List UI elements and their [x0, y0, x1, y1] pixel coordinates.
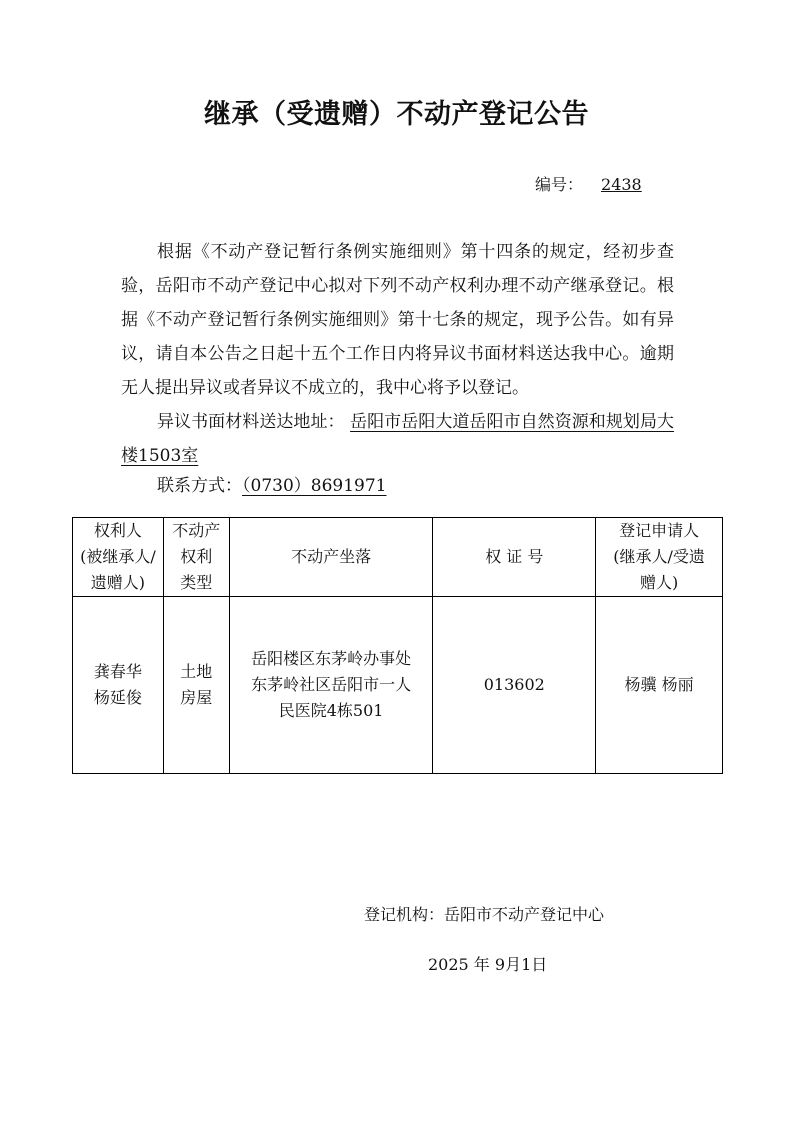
contact-label: 联系方式： — [157, 476, 242, 496]
page-title: 继承（受遗赠）不动产登记公告 — [204, 99, 589, 130]
address-value: 岳阳市岳阳大道岳阳市自然资源和规划局大楼1503室 — [121, 412, 675, 466]
registration-authority: 登记机构：岳阳市不动产登记中心 — [364, 905, 605, 924]
header-location: 不动产坐落 — [229, 518, 433, 597]
header-right-type: 不动产 权利 类型 — [163, 518, 229, 597]
table-header-row — [73, 518, 723, 597]
cell-location: 岳阳楼区东茅岭办事处 东茅岭社区岳阳市一人 民医院4栋501 — [229, 597, 433, 774]
document-number — [535, 172, 642, 195]
cell-cert: 013602 — [433, 597, 596, 774]
table-row — [73, 597, 723, 774]
notice-paragraph: 根据《不动产登记暂行条例实施细则》第十四条的规定，经初步查验，岳阳市不动产登记中心拟对下列不动产权利办理不动产继承登记。根据《不动产登记暂行条例实施细则》第十七条的规定，现予公告。如有异议，请自本公告之日起十五个工作日内将异议书面材料送达我中心。逾期无人提出异议或者异议不成立的，我中心将予以登记。 — [121, 242, 674, 398]
cell-applicant: 杨骥 杨丽 — [596, 597, 723, 774]
contact-value: （0730）8691971 — [242, 476, 387, 496]
header-holder: 权利人 (被继承人/ 遗赠人) — [73, 518, 164, 597]
header-cert: 权 证 号 — [433, 518, 596, 597]
address-label: 异议书面材料送达地址： — [157, 412, 345, 432]
registration-table — [72, 517, 723, 774]
header-applicant: 登记申请人 (继承人/受遗 赠人) — [596, 518, 723, 597]
notice-date: 2025 年 9月1日 — [428, 955, 548, 974]
notice-body — [121, 235, 674, 473]
cell-right-type: 土地 房屋 — [163, 597, 229, 774]
contact-info — [157, 469, 404, 503]
cell-holder: 龚春华 杨延俊 — [73, 597, 164, 774]
document-number-value: 2438 — [601, 175, 642, 194]
objection-address — [121, 405, 674, 473]
document-number-label: 编号： — [535, 175, 584, 194]
